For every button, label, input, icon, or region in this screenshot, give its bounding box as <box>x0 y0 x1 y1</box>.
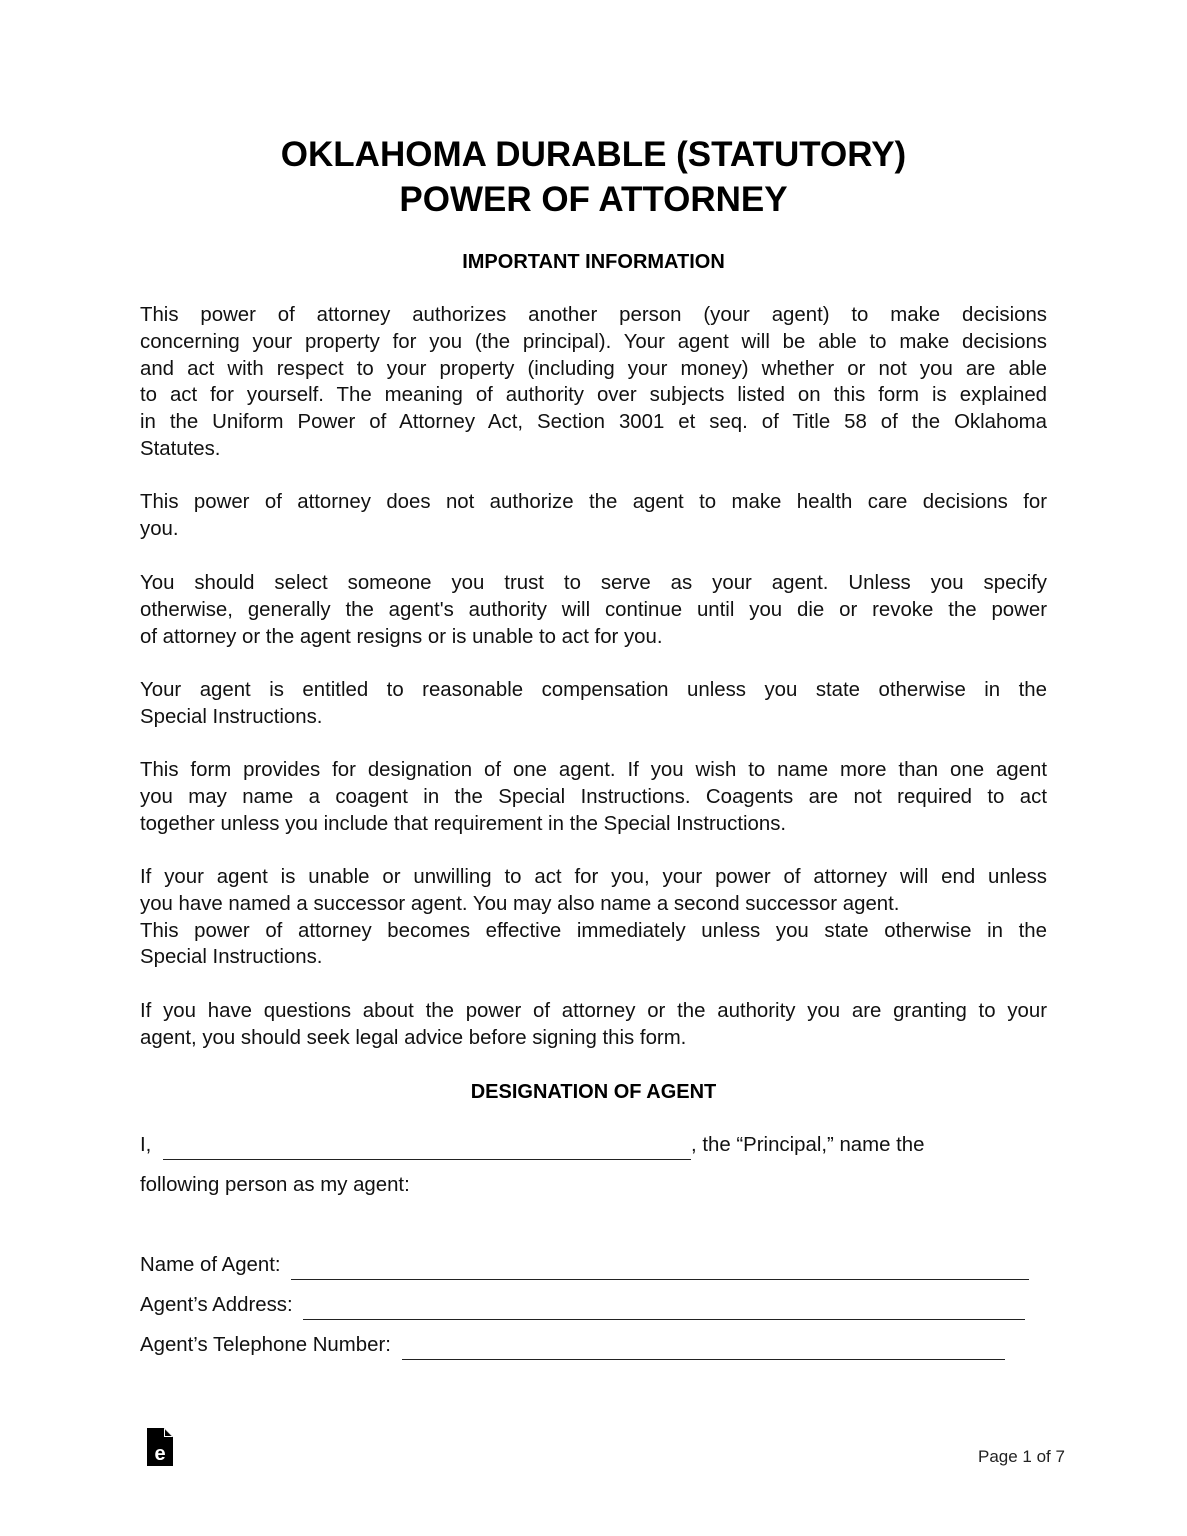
paragraph-compensation <box>140 677 1047 731</box>
designation-of-agent-heading: DESIGNATION OF AGENT <box>470 1081 717 1103</box>
paragraph-line: and act with respect to your property (including your money) whether or not you are able <box>140 357 1047 380</box>
paragraph-line: you have named a successor agent. You may also name a second successor agent. <box>140 892 900 915</box>
paragraph-line: Special Instructions. <box>140 705 323 728</box>
paragraph-line: If you have questions about the power of attorney or the authority you are granting to your <box>140 1000 1047 1022</box>
agent-address-field[interactable] <box>303 1299 1025 1320</box>
paragraph-line: to act for yourself. The meaning of authority over subjects listed on this form is explained <box>140 384 1047 407</box>
paragraph-select-agent <box>140 570 1047 650</box>
paragraph-line: If your agent is unable or unwilling to act for you, your power of attorney will end unless <box>140 866 1047 888</box>
document-title-line2: POWER OF ATTORNEY <box>399 180 788 219</box>
page-number: Page 1 of 7 <box>978 1447 1065 1466</box>
agent-name-label: Name of Agent: <box>140 1254 281 1276</box>
paragraph-line: you. <box>140 517 179 540</box>
paragraph-line: you may name a coagent in the Special Instructions. Coagents are not required to act <box>140 785 1047 808</box>
agent-phone-row <box>140 1332 1005 1360</box>
agent-phone-field[interactable] <box>402 1339 1005 1360</box>
paragraph-line: otherwise, generally the agent's authority will continue until you die or revoke the power <box>140 598 1047 621</box>
paragraph-line: This power of attorney becomes effective immediately unless you state otherwise in the <box>140 919 1047 942</box>
agent-address-row <box>140 1292 1025 1320</box>
paragraph-line: Special Instructions. <box>140 946 323 969</box>
paragraph-health-care <box>140 489 1047 543</box>
principal-line-continuation: following person as my agent: <box>140 1174 410 1196</box>
paragraph-line: in the Uniform Power of Attorney Act, Section 3001 et seq. of Title 58 of the Oklahoma <box>140 411 1047 434</box>
important-information-heading: IMPORTANT INFORMATION <box>462 251 725 273</box>
paragraph-line: Your agent is entitled to reasonable compensation unless you state otherwise in the <box>140 679 1047 701</box>
svg-text:e: e <box>154 1443 166 1465</box>
paragraph-line: This power of attorney does not authorize the agent to make health care decisions for <box>140 491 1047 513</box>
paragraph-line: agent, you should seek legal advice before signing this form. <box>140 1026 687 1049</box>
agent-name-field[interactable] <box>291 1259 1029 1280</box>
agent-phone-label: Agent’s Telephone Number: <box>140 1334 391 1356</box>
agent-name-row <box>140 1252 1029 1280</box>
paragraph-coagent <box>140 757 1047 837</box>
paragraph-line: Statutes. <box>140 437 221 460</box>
paragraph-line: This form provides for designation of one agent. If you wish to name more than one agent <box>140 759 1047 781</box>
paragraph-authorization <box>140 302 1047 463</box>
paragraph-line: of attorney or the agent resigns or is unable to act for you. <box>140 625 663 648</box>
eforms-document-icon <box>147 1428 173 1466</box>
paragraph-successor-agent <box>140 864 1047 971</box>
principal-prefix: I, <box>140 1134 152 1156</box>
paragraph-line: You should select someone you trust to serve as your agent. Unless you specify <box>140 572 1047 594</box>
principal-suffix: , the “Principal,” name the <box>691 1134 925 1156</box>
principal-designation-line <box>140 1132 924 1160</box>
paragraph-line: together unless you include that requirement in the Special Instructions. <box>140 812 787 835</box>
paragraph-line: concerning your property for you (the principal). Your agent will be able to make decisions <box>140 330 1047 353</box>
agent-address-label: Agent’s Address: <box>140 1294 293 1316</box>
paragraph-legal-advice <box>140 998 1047 1052</box>
principal-name-field[interactable] <box>163 1139 691 1160</box>
paragraph-line: This power of attorney authorizes another person (your agent) to make decisions <box>140 304 1047 326</box>
document-title-line1: OKLAHOMA DURABLE (STATUTORY) <box>280 135 907 174</box>
